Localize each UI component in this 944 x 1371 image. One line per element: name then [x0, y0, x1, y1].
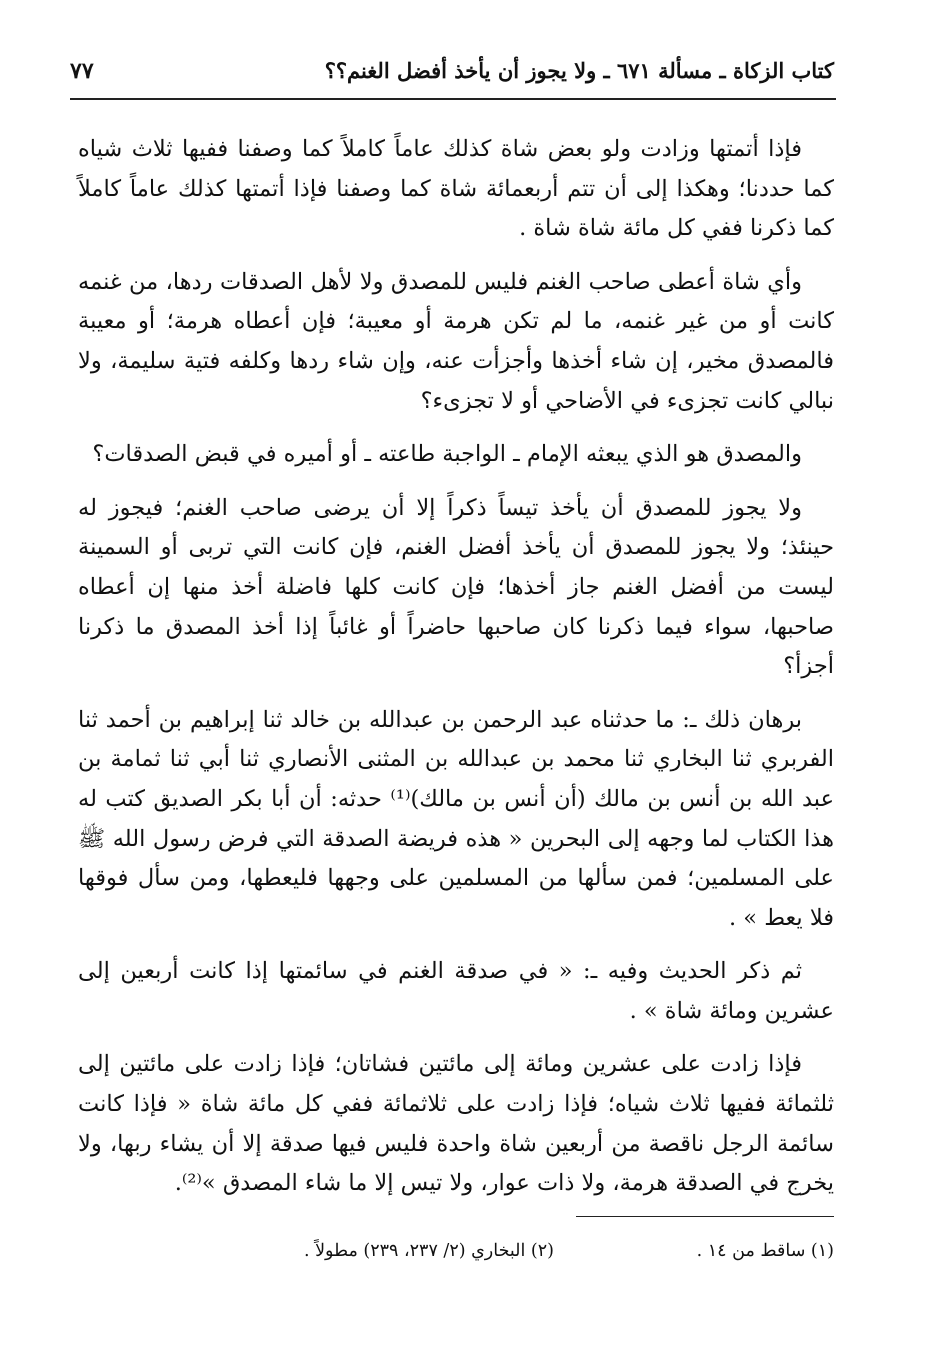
running-header	[70, 52, 834, 96]
paragraph: والمصدق هو الذي يبعثه الإمام ـ الواجبة طاعته ـ أو أميره في قبض الصدقات؟	[92, 441, 802, 468]
paragraph: ثم ذكر الحديث وفيه ـ: « في صدقة الغنم في سائمتها إذا كانت أربعين إلى عشرين ومائة شاة » .	[78, 958, 834, 1024]
paragraph: فإذا زادت على عشرين ومائة إلى مائتين فشاتان؛ فإذا زادت على مائتين إلى ثلثمائة ففيها ثلاث شياه؛ فإذا زادت على ثلاثمائة ففي كل مائة شاة « فإذا كانت سائمة الرجل ناقصة من أربعين شاة واحدة فليس فيها صدقة إلا أن يشاء ربها، ولا يخرج في الصدقة هرمة، ولا ذات عوار، ولا تيس إلا ما شاء المصدق »⁽²⁾.	[78, 1051, 834, 1197]
paragraph: وأي شاة أعطى صاحب الغنم فليس للمصدق ولا لأهل الصدقات ردها، من غنمه كانت أو من غير غنمه، ما لم تكن هرمة أو معيبة؛ فإن أعطاه هرمة؛ أو معيبة فالمصدق مخير، إن شاء أخذها وأجزأت عنه، وإن شاء ردها وكلفه فتية سليمة، ولا نبالي كانت تجزىء في الأضاحي أو لا تجزىء؟	[78, 268, 834, 414]
footnote-1: (١) ساقط من ١٤ .	[696, 1241, 834, 1261]
header-divider	[70, 98, 836, 100]
paragraph: فإذا أتمتها وزادت ولو بعض شاة كذلك عاماً كاملاً كما وصفنا ففيها ثلاث شياه كما حددنا؛ وهكذا إلى أن تتم أربعمائة شاة كما وصفنا فإذا أتمتها كذلك عاماً كاملاً كما ذكرنا ففي كل مائة شاة شاة .	[78, 136, 834, 242]
paragraph: ولا يجوز للمصدق أن يأخذ تيساً ذكراً إلا أن يرضى صاحب الغنم؛ فيجوز له حينئذ؛ ولا يجوز للمصدق أن يأخذ أفضل الغنم، فإن كانت التي تربى أو السمينة ليست من أفضل الغنم جاز أخذها؛ فإن كانت كلها فاضلة أخذ منها إن أعطاه صاحبها، سواء فيما ذكرنا كان صاحبها حاضراً أو غائباً إذا أخذ المصدق ما ذكرنا أجزأ؟	[78, 494, 834, 680]
footnote-2: (٢) البخاري (٢/ ٢٣٧، ٢٣٩) مطولاً .	[303, 1241, 554, 1261]
main-text	[78, 130, 834, 1218]
running-header-title: كتاب الزكاة ـ مسألة ٦٧١ ـ ولا يجوز أن يأخذ أفضل الغنم؟؟	[324, 58, 834, 83]
footnote-divider	[576, 1216, 834, 1217]
page-number: ٧٧	[70, 58, 94, 84]
paragraph: برهان ذلك ـ: ما حدثناه عبد الرحمن بن عبدالله بن خالد ثنا إبراهيم بن أحمد ثنا الفربري ثنا البخاري ثنا محمد بن عبدالله بن المثنى الأنصاري ثنا أبي ثنا ثمامة بن عبد الله بن أنس بن مالك (أن أنس بن مالك)⁽¹⁾ حدثه: أن أبا بكر الصديق كتب له هذا الكتاب لما وجهه إلى البحرين « هذه فريضة الصدقة التي فرض رسول الله ﷺ على المسلمين؛ فمن سألها من المسلمين على وجهها فليعطها، ومن سأل فوقها فلا يعط » .	[78, 706, 834, 931]
